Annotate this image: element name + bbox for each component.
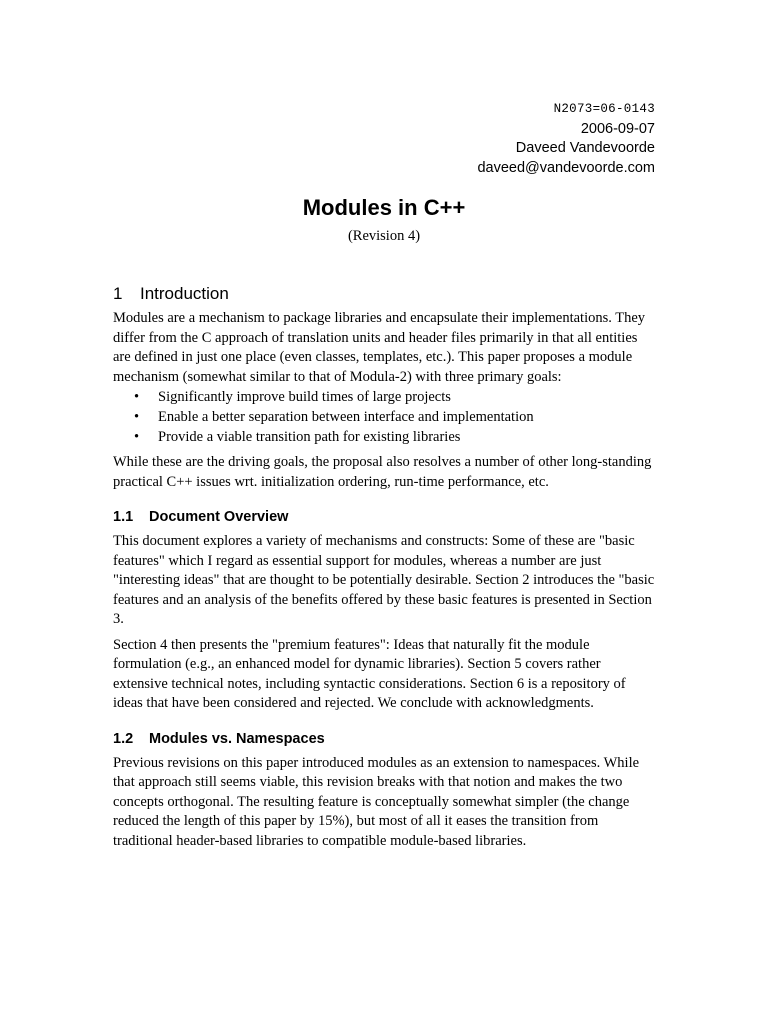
document-body: [113, 282, 658, 851]
subsection-heading: [113, 507, 658, 527]
paragraph: Modules are a mechanism to package libraries and encapsulate their implementations. They differ from the C approach of translation units and header files primarily in that all entities are defined in just one place (even classes, templates, etc.). This paper proposes a module mechanism (somewhat similar to that of Modula-2) with three primary goals:: [113, 310, 646, 385]
bullet-icon: •: [134, 409, 140, 425]
author-name: Daveed Vandevoorde: [515, 140, 655, 156]
list-item: • Provide a viable transition path for existing libraries: [134, 429, 461, 445]
document-title: Modules in C++: [302, 195, 466, 220]
section-number: 1: [113, 284, 123, 303]
section-modules-vs-namespaces: [113, 729, 658, 852]
document-subtitle: (Revision 4): [347, 228, 421, 244]
goals-list: [113, 387, 658, 447]
section-heading: [113, 282, 658, 306]
bullet-icon: •: [134, 389, 140, 405]
list-item: • Enable a better separation between interface and implementation: [134, 409, 534, 425]
section-document-overview: [113, 507, 658, 714]
section-number: 1.1: [113, 509, 134, 525]
bullet-icon: •: [134, 429, 140, 445]
section-title: Document Overview: [149, 509, 289, 525]
document-header: [477, 100, 655, 178]
paragraph: This document explores a variety of mechanisms and constructs: Some of these are "basic features" which I regard as essential support for modules, whereas a number are just "interesting ideas" that are thought to be potentially desirable. Section 2 introduces the "basic features and an analysis of the benefits offered by these basic features is presented in Section 3.: [113, 533, 655, 627]
paragraph: Previous revisions on this paper introduced modules as an extension to namespaces. While that approach still seems viable, this revision breaks with that notion and makes the two concepts orthogonal. The resulting feature is conceptually somewhat simpler (the change reduced the length of this paper by 15%), but most of all it eases the transition from traditional header-based libraries to compatible module-based libraries.: [113, 754, 640, 849]
list-item: • Significantly improve build times of large projects: [134, 389, 451, 405]
paragraph: Section 4 then presents the "premium features": Ideas that naturally fit the module formulation (e.g., an enhanced model for dynamic libraries). Section 5 covers rather extensive technical notes, including syntactic considerations. Section 6 is a repository of ideas that have been considered and rejected. We conclude with acknowledgments.: [113, 636, 626, 711]
document-date: 2006-09-07: [580, 120, 655, 137]
section-title: Introduction: [140, 284, 229, 303]
section-number: 1.2: [113, 730, 134, 747]
section-title: Modules vs. Namespaces: [149, 730, 325, 747]
section-introduction: [113, 282, 658, 492]
paragraph: While these are the driving goals, the proposal also resolves a number of other long-standing practical C++ issues wrt. initialization ordering, run-time performance, etc.: [113, 454, 652, 490]
author-email: daveed@vandevoorde.com: [477, 159, 655, 176]
subsection-heading: [113, 729, 658, 749]
document-number: N2073=06-0143: [553, 102, 655, 116]
